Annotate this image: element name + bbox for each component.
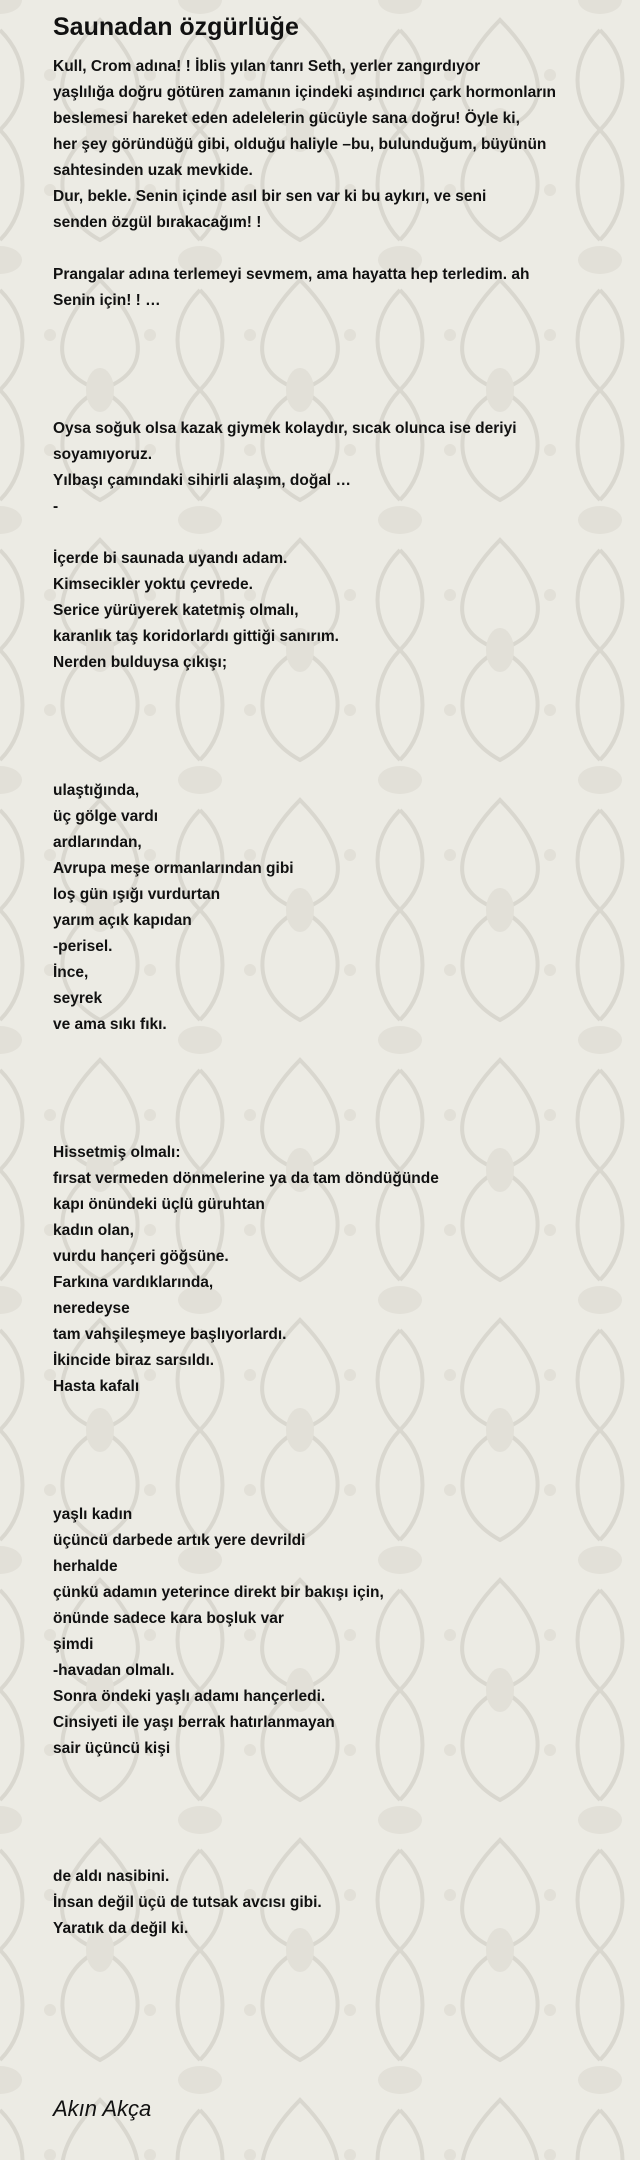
poem-line: Yılbaşı çamındaki sihirli alaşım, doğal … [53, 472, 352, 489]
poem-line: -perisel. [53, 938, 113, 955]
poem-line: kapı önündeki üçlü güruhtan [53, 1196, 265, 1213]
poem-line: ulaştığında, [53, 782, 140, 799]
poem-line: İkincide biraz sarsıldı. [53, 1352, 215, 1369]
poem-line: yaşlı kadın [53, 1506, 133, 1523]
poem-line: yaşlılığa doğru götüren zamanın içindeki aşındırıcı çark hormonların [53, 84, 557, 101]
poem-line: Prangalar adına terlemeyi sevmem, ama hayatta hep terledim. ah [53, 266, 530, 283]
poem-line: sair üçüncü kişi [53, 1740, 171, 1757]
poem-line: Kull, Crom adına! ! İblis yılan tanrı Seth, yerler zangırdıyor [53, 58, 481, 75]
stanza-spacer [53, 1038, 633, 1140]
poem-line: sahtesinden uzak mevkide. [53, 162, 253, 179]
poem-line: de aldı nasibini. [53, 1868, 170, 1885]
poem-line: -havadan olmalı. [53, 1662, 175, 1679]
poem-line: kadın olan, [53, 1222, 134, 1239]
poem-stanza [53, 262, 633, 314]
poem-stanza [53, 416, 633, 520]
stanza-spacer [53, 314, 633, 416]
poem-line: Oysa soğuk olsa kazak giymek kolaydır, sıcak olunca ise deriyi [53, 420, 517, 437]
stanza-spacer [53, 1400, 633, 1502]
poem-stanza [53, 1140, 633, 1400]
poem-line: İnsan değil üçü de tutsak avcısı gibi. [53, 1894, 322, 1911]
poem-line: ve ama sıkı fıkı. [53, 1016, 167, 1033]
poem-stanza [53, 1502, 633, 1762]
poem-line: tam vahşileşmeye başlıyorlardı. [53, 1326, 287, 1343]
poem-line: ardlarından, [53, 834, 142, 851]
poem-line: şimdi [53, 1636, 94, 1653]
poem-line: neredeyse [53, 1300, 130, 1317]
poem-line: Hasta kafalı [53, 1378, 140, 1395]
poem-author: Akın Akça [53, 2096, 152, 2121]
poem-line: seyrek [53, 990, 103, 1007]
poem-stanza [53, 54, 633, 236]
poem-line: Senin için! ! … [53, 292, 161, 309]
poem-line: loş gün ışığı vurdurtan [53, 886, 221, 903]
stanza-spacer [53, 236, 633, 262]
poem-line: karanlık taş koridorlardı gittiği sanırım. [53, 628, 339, 645]
poem-line: üçüncü darbede artık yere devrildi [53, 1532, 306, 1549]
poem-line: Sonra öndeki yaşlı adamı hançerledi. [53, 1688, 326, 1705]
poem-title: Saunadan özgürlüğe [53, 13, 299, 41]
poem-line: fırsat vermeden dönmelerine ya da tam döndüğünde [53, 1170, 439, 1187]
poem-line: yarım açık kapıdan [53, 912, 192, 929]
poem-line: Kimsecikler yoktu çevrede. [53, 576, 253, 593]
poem-line: soyamıyoruz. [53, 446, 153, 463]
poem-content [53, 12, 633, 1942]
poem-line: - [53, 498, 59, 515]
poem-line: beslemesi hareket eden adelelerin gücüyle sana doğru! Öyle ki, [53, 110, 520, 127]
poem-line: senden özgül bırakacağım! ! [53, 214, 262, 231]
poem-body [53, 54, 633, 1942]
poem-line: Nerden bulduysa çıkışı; [53, 654, 227, 671]
stanza-spacer [53, 520, 633, 546]
poem-line: İnce, [53, 964, 89, 981]
poem-line: Dur, bekle. Senin içinde asıl bir sen var ki bu aykırı, ve seni [53, 188, 487, 205]
poem-stanza [53, 546, 633, 676]
poem-line: vurdu hançeri göğsüne. [53, 1248, 229, 1265]
poem-line: İçerde bi saunada uyandı adam. [53, 550, 288, 567]
poem-line: her şey göründüğü gibi, olduğu haliyle –bu, bulunduğum, büyünün [53, 136, 547, 153]
poem-stanza [53, 778, 633, 1038]
poem-line: herhalde [53, 1558, 118, 1575]
poem-line: üç gölge vardı [53, 808, 159, 825]
poem-line: Cinsiyeti ile yaşı berrak hatırlanmayan [53, 1714, 335, 1731]
stanza-spacer [53, 676, 633, 778]
poem-line: Farkına vardıklarında, [53, 1274, 214, 1291]
poem-line: önünde sadece kara boşluk var [53, 1610, 284, 1627]
poem-line: çünkü adamın yeterince direkt bir bakışı için, [53, 1584, 384, 1601]
poem-line: Avrupa meşe ormanlarından gibi [53, 860, 294, 877]
poem-line: Yaratık da değil ki. [53, 1920, 189, 1937]
poem-line: Serice yürüyerek katetmiş olmalı, [53, 602, 299, 619]
poem-stanza [53, 1864, 633, 1942]
poem-line: Hissetmiş olmalı: [53, 1144, 181, 1161]
stanza-spacer [53, 1762, 633, 1864]
